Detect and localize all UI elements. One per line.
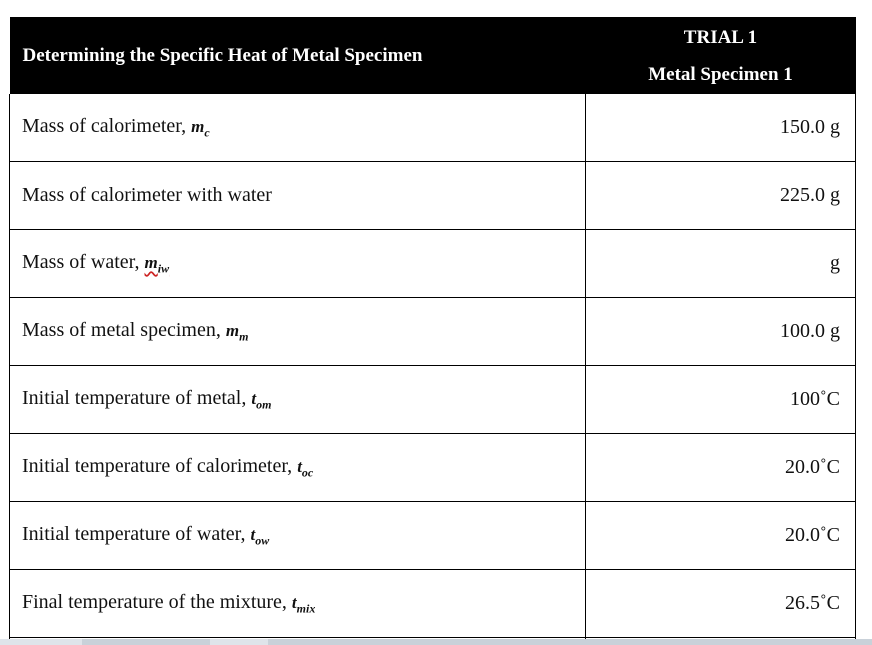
- row-label-cell: [10, 162, 586, 230]
- table-row: [10, 434, 856, 502]
- row-label: Initial temperature of water,: [22, 522, 251, 545]
- row-value: 100.0 g: [586, 298, 856, 366]
- row-label-cell: [10, 94, 586, 162]
- row-symbol: $m_c$: [191, 116, 210, 140]
- row-label: Initial temperature of calorimeter,: [22, 454, 298, 477]
- row-symbol: $t_{mix}$: [291, 592, 316, 616]
- table-row: [10, 94, 856, 162]
- trial-label: TRIAL 1: [683, 26, 758, 48]
- row-label: Mass of water,: [22, 250, 145, 273]
- row-symbol: $t_{oc}$: [297, 456, 314, 480]
- row-value: 20.0˚C: [586, 502, 856, 570]
- row-symbol: $t_{om}$: [251, 388, 272, 412]
- row-label: Mass of calorimeter with water: [22, 184, 272, 206]
- bottom-scroll-area: [0, 639, 872, 645]
- table-title: Determining the Specific Heat of Metal Specimen: [10, 17, 586, 94]
- row-value: 150.0 g: [586, 94, 856, 162]
- specific-heat-table: [9, 17, 855, 640]
- table-row: [10, 366, 856, 434]
- row-symbol: $t_{ow}$: [250, 524, 270, 548]
- table-row: [10, 502, 856, 570]
- row-label-cell: [10, 570, 586, 638]
- scrollbar-segment: [82, 639, 210, 645]
- row-label-cell: [10, 434, 586, 502]
- scrollbar-segment: [268, 639, 872, 645]
- table-row: [10, 298, 856, 366]
- specimen-label: Metal Specimen 1: [648, 63, 793, 85]
- row-label-cell: [10, 502, 586, 570]
- row-value: 26.5˚C: [586, 570, 856, 638]
- row-value: 100˚C: [586, 366, 856, 434]
- table-row: [10, 162, 856, 230]
- row-label: Mass of metal specimen,: [22, 318, 226, 341]
- row-label-cell: [10, 366, 586, 434]
- row-value: g: [586, 230, 856, 298]
- table-row: [10, 230, 856, 298]
- row-value: 20.0˚C: [586, 434, 856, 502]
- table-header-row: [10, 17, 856, 94]
- row-label-cell: [10, 298, 586, 366]
- row-label: Mass of calorimeter,: [22, 114, 192, 137]
- row-symbol: $m_m$: [225, 320, 249, 344]
- table-row: [10, 570, 856, 638]
- data-table: [9, 17, 856, 640]
- row-value: 225.0 g: [586, 162, 856, 230]
- row-label: Final temperature of the mixture,: [22, 590, 292, 613]
- row-label: Initial temperature of metal,: [22, 386, 252, 409]
- trial-header: [586, 17, 856, 94]
- row-label-cell: [10, 230, 586, 298]
- row-symbol: $m_{iw}$: [144, 252, 170, 276]
